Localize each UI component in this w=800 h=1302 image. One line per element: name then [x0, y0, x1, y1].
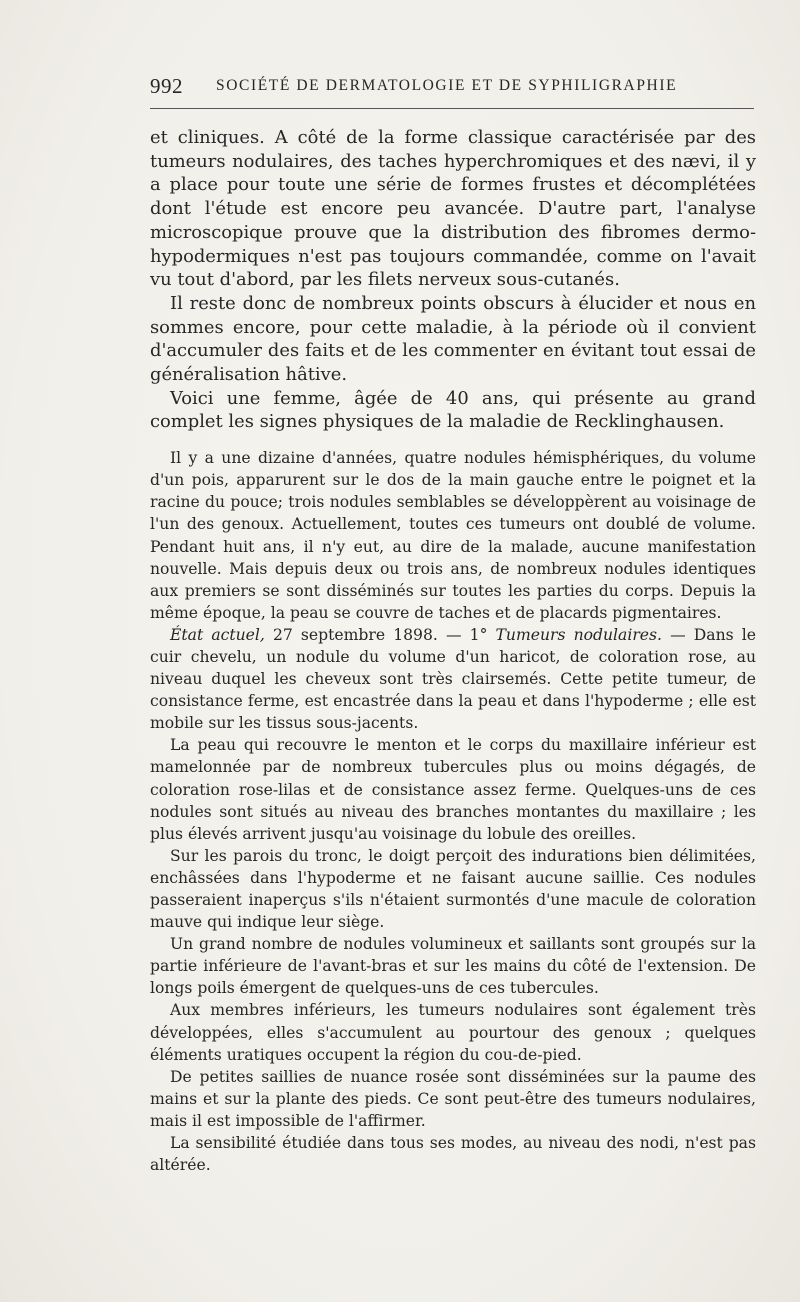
current-state-date: 27 septembre 1898. — 1° — [264, 625, 496, 644]
paragraph-palms: De petites saillies de nuance rosée sont disséminées sur la paume des mains et sur la plante des pieds. Ce sont peut-être des tumeurs nodulaires, mais il est impossible de l'affirmer. — [150, 1067, 756, 1130]
page-number: 992 — [150, 74, 183, 98]
paragraph-intro-continuation: et cliniques. A côté de la forme classique caractérisée par des tumeurs nodulaires, des taches hyperchromiques et des nævi, il y a place pour toute une série de formes frustes et décomplétées dont l'étude est encore peu avancée. D'autre part, l'analyse microscopique prouve que la distribution des fibromes dermo-hypodermiques n'est pas toujours commandée, comme on l'avait vu tout d'abord, par les filets nerveux sous-cutanés. — [150, 127, 756, 291]
paragraph-trunk: Sur les parois du tronc, le doigt perçoit des indurations bien délimitées, enchâssées dans l'hypoderme et ne faisant aucune saillie. Ces nodules passeraient inaperçus s'ils n'étaient surmontés d'une macule de coloration mauve qui indique leur siège. — [150, 846, 756, 932]
paragraph-patient-intro: Voici une femme, âgée de 40 ans, qui présente au grand complet les signes physiques de la maladie de Recklinghausen. — [150, 387, 756, 433]
paragraph-current-state — [150, 624, 756, 734]
paragraph-obscure-points: Il reste donc de nombreux points obscurs à élucider et nous en sommes encore, pour cette maladie, à la période où il convient d'accumuler des faits et de les commenter en évitant tout essai de généralisation hâtive. — [150, 292, 756, 386]
intro-section — [150, 126, 756, 434]
paragraph-lower-limbs: Aux membres inférieurs, les tumeurs nodulaires sont également très développées, elles s'accumulent au pourtour des genoux ; quelques éléments uratiques occupent la région du cou-de-pied. — [150, 1001, 756, 1064]
section-title-nodular-tumors: Tumeurs nodulaires. — [495, 625, 662, 644]
paragraph-sensibility: La sensibilité étudiée dans tous ses modes, au niveau des nodi, n'est pas altérée. — [150, 1134, 756, 1175]
running-title: SOCIÉTÉ DE DERMATOLOGIE ET DE SYPHILIGRAPHIE — [216, 77, 678, 94]
case-observation — [150, 447, 756, 1176]
paragraph-case-history: Il y a une dizaine d'années, quatre nodules hémisphériques, du volume d'un pois, apparurent sur le dos de la main gauche entre le poignet et la racine du pouce; trois nodules semblables se développèrent au voisinage de l'un des genoux. Actuellement, toutes ces tumeurs ont doublé de volume. Pendant huit ans, il n'y eut, au dire de la malade, aucune manifestation nouvelle. Mais depuis deux ou trois ans, de nombreux nodules identiques aux premiers se sont disséminés sur toutes les parties du corps. Depuis la même époque, la peau se couvre de taches et de placards pigmentaires. — [150, 449, 756, 622]
paragraph-chin: La peau qui recouvre le menton et le corps du maxillaire inférieur est mamelonnée par de nombreux tubercules plus ou moins dégagés, de coloration rose-lilas et de consistance assez ferme. Quelques-uns de ces nodules sont situés au niveau des branches montantes du maxillaire ; les plus élevés arrivent jusqu'au voisinage du lobule des oreilles. — [150, 736, 756, 843]
page-header — [150, 74, 756, 100]
current-state-text: — Dans le cuir chevelu, un nodule du volume d'un haricot, de coloration rose, au niveau duquel les cheveux sont très clairsemés. Cette petite tumeur, de consistance ferme, est encastrée dans la peau et dans l'hypoderme ; elle est mobile sur les tissus sous-jacents. — [150, 625, 756, 733]
body-text — [150, 126, 756, 1176]
paragraph-forearm: Un grand nombre de nodules volumineux et saillants sont groupés sur la partie inférieure de l'avant-bras et sur les mains du côté de l'extension. De longs poils émergent de quelques-uns de ces tubercules. — [150, 935, 756, 998]
header-rule — [150, 108, 754, 109]
current-state-label: État actuel, — [170, 625, 265, 644]
